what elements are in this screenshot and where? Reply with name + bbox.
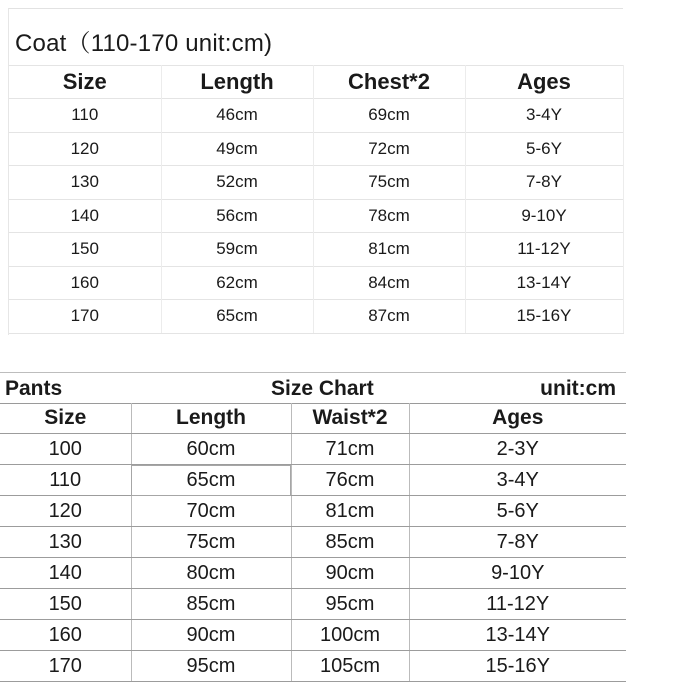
pants-cell-ages: 7-8Y — [409, 527, 626, 558]
coat-cell-size: 170 — [9, 300, 161, 334]
pants-cell-length: 60cm — [131, 434, 291, 465]
pants-cell-size: 170 — [0, 651, 131, 682]
table-row — [0, 558, 626, 589]
coat-cell-chest: 81cm — [313, 233, 465, 267]
table-row — [9, 166, 623, 200]
pants-cell-waist: 81cm — [291, 496, 409, 527]
table-row — [9, 132, 623, 166]
pants-size-table — [0, 372, 626, 684]
table-row — [9, 300, 623, 334]
pants-cell-waist: 95cm — [291, 589, 409, 620]
pants-cell-length: 90cm — [131, 620, 291, 651]
pants-cell-waist: 85cm — [291, 527, 409, 558]
table-row — [0, 465, 626, 496]
coat-cell-ages: 3-4Y — [465, 99, 623, 133]
coat-header-size: Size — [9, 66, 161, 99]
coat-cell-ages: 5-6Y — [465, 132, 623, 166]
table-row — [9, 199, 623, 233]
coat-header-length: Length — [161, 66, 313, 99]
coat-header-row — [9, 66, 623, 99]
pants-cell-waist: 90cm — [291, 558, 409, 589]
table-row — [0, 434, 626, 465]
pants-cell-ages: 3-4Y — [409, 465, 626, 496]
pants-header-row — [0, 403, 626, 434]
coat-cell-size: 130 — [9, 166, 161, 200]
pants-cell-length: 95cm — [131, 651, 291, 682]
pants-cell-waist: 100cm — [291, 620, 409, 651]
pants-cell-length: 70cm — [131, 496, 291, 527]
coat-cell-chest: 84cm — [313, 266, 465, 300]
coat-cell-ages: 15-16Y — [465, 300, 623, 334]
pants-table-header-bar — [0, 372, 626, 404]
pants-cell-ages: 9-10Y — [409, 558, 626, 589]
pants-cell-size: 160 — [0, 620, 131, 651]
coat-cell-ages: 9-10Y — [465, 199, 623, 233]
pants-cell-length-selected[interactable]: 65cm — [131, 465, 291, 496]
table-row — [0, 496, 626, 527]
coat-cell-size: 110 — [9, 99, 161, 133]
pants-cell-waist: 105cm — [291, 651, 409, 682]
coat-cell-chest: 87cm — [313, 300, 465, 334]
pants-header-length: Length — [131, 403, 291, 434]
coat-cell-size: 120 — [9, 132, 161, 166]
coat-cell-size: 150 — [9, 233, 161, 267]
pants-grid — [0, 403, 626, 682]
coat-cell-length: 62cm — [161, 266, 313, 300]
pants-header-waist: Waist*2 — [291, 403, 409, 434]
table-row — [9, 99, 623, 133]
pants-cell-length: 85cm — [131, 589, 291, 620]
unit-label: unit:cm — [540, 377, 616, 400]
coat-cell-chest: 75cm — [313, 166, 465, 200]
coat-cell-length: 59cm — [161, 233, 313, 267]
coat-cell-length: 49cm — [161, 132, 313, 166]
pants-cell-size: 110 — [0, 465, 131, 496]
pants-cell-length: 80cm — [131, 558, 291, 589]
pants-cell-ages: 15-16Y — [409, 651, 626, 682]
coat-cell-chest: 78cm — [313, 199, 465, 233]
pants-cell-waist: 71cm — [291, 434, 409, 465]
coat-size-table — [8, 8, 623, 335]
coat-cell-ages: 7-8Y — [465, 166, 623, 200]
pants-cell-size: 140 — [0, 558, 131, 589]
size-chart-label: Size Chart — [271, 377, 374, 400]
table-row — [9, 233, 623, 267]
coat-cell-size: 140 — [9, 199, 161, 233]
pants-cell-size: 150 — [0, 589, 131, 620]
table-row — [9, 266, 623, 300]
coat-cell-length: 46cm — [161, 99, 313, 133]
table-row — [0, 651, 626, 682]
coat-cell-size: 160 — [9, 266, 161, 300]
coat-cell-length: 52cm — [161, 166, 313, 200]
coat-cell-ages: 11-12Y — [465, 233, 623, 267]
coat-table-title: Coat（110-170 unit:cm) — [15, 30, 273, 57]
pants-cell-waist: 76cm — [291, 465, 409, 496]
coat-header-ages: Ages — [465, 66, 623, 99]
coat-cell-chest: 69cm — [313, 99, 465, 133]
pants-header-ages: Ages — [409, 403, 626, 434]
table-row — [0, 589, 626, 620]
pants-cell-size: 130 — [0, 527, 131, 558]
pants-cell-ages: 11-12Y — [409, 589, 626, 620]
pants-header-size: Size — [0, 403, 131, 434]
coat-header-chest: Chest*2 — [313, 66, 465, 99]
table-row — [0, 527, 626, 558]
pants-cell-length: 75cm — [131, 527, 291, 558]
pants-cell-size: 120 — [0, 496, 131, 527]
coat-grid — [9, 65, 624, 334]
coat-cell-ages: 13-14Y — [465, 266, 623, 300]
coat-cell-chest: 72cm — [313, 132, 465, 166]
pants-table-title: Pants — [5, 377, 63, 400]
pants-cell-ages: 5-6Y — [409, 496, 626, 527]
pants-cell-ages: 2-3Y — [409, 434, 626, 465]
coat-cell-length: 56cm — [161, 199, 313, 233]
coat-cell-length: 65cm — [161, 300, 313, 334]
pants-cell-size: 100 — [0, 434, 131, 465]
pants-cell-ages: 13-14Y — [409, 620, 626, 651]
table-row — [0, 620, 626, 651]
